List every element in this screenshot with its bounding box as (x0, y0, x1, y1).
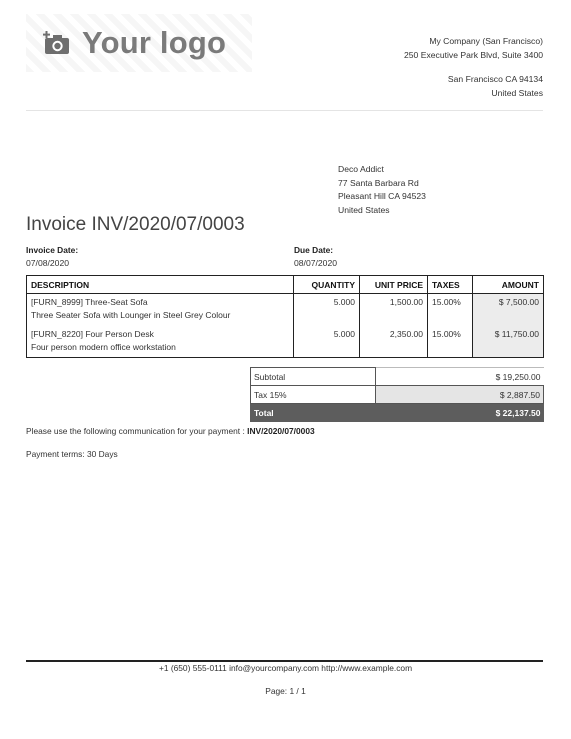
line-description (27, 294, 294, 326)
invoice-date-value: 07/08/2020 (26, 258, 70, 268)
col-unit-price: UNIT PRICE (360, 276, 428, 294)
line-quantity: 5.000 (294, 294, 360, 326)
camera-plus-icon (42, 31, 70, 55)
communication-text: Please use the following communication for your payment : (26, 426, 248, 436)
line-amount: $ 7,500.00 (473, 294, 544, 326)
company-city: San Francisco CA 94134 (447, 74, 543, 84)
line-taxes: 15.00% (428, 294, 473, 326)
payment-communication (26, 426, 315, 436)
subtotal-value: $ 19,250.00 (376, 368, 544, 386)
total-row (251, 404, 544, 422)
tax-row (251, 386, 544, 404)
footer-divider (26, 660, 543, 662)
communication-reference: INV/2020/07/0003 (247, 426, 315, 436)
line-detail: Four person modern office workstation (31, 341, 176, 352)
invoice-lines-table (26, 275, 544, 358)
line-product: [FURN_8999] Three-Seat Sofa (31, 297, 148, 307)
col-amount: AMOUNT (473, 276, 544, 294)
customer-city: Pleasant Hill CA 94523 (338, 191, 426, 202)
line-description (27, 326, 294, 358)
customer-country: United States (338, 204, 390, 215)
col-description: DESCRIPTION (27, 276, 294, 294)
tax-label: Tax 15% (251, 386, 376, 404)
line-quantity: 5.000 (294, 326, 360, 358)
company-logo (26, 14, 252, 72)
company-name: My Company (San Francisco) (429, 36, 543, 46)
invoice-title: Invoice INV/2020/07/0003 (26, 214, 245, 235)
subtotal-row (251, 368, 544, 386)
invoice-date-label: Invoice Date: (26, 245, 79, 255)
totals-table (250, 367, 544, 422)
header-divider (26, 110, 543, 111)
company-country: United States (491, 87, 543, 98)
due-date-label: Due Date: (294, 245, 334, 255)
customer-name: Deco Addict (338, 164, 384, 174)
col-quantity: QUANTITY (294, 276, 360, 294)
line-unit-price: 1,500.00 (360, 294, 428, 326)
company-address (404, 35, 543, 100)
line-amount: $ 11,750.00 (473, 326, 544, 358)
table-header-row (27, 276, 544, 294)
line-product: [FURN_8220] Four Person Desk (31, 328, 154, 339)
total-label: Total (251, 404, 376, 422)
total-value: $ 22,137.50 (376, 404, 544, 422)
footer-contact: +1 (650) 555-0111 info@yourcompany.com http://www.example.com (158, 663, 413, 673)
payment-terms: Payment terms: 30 Days (26, 449, 118, 459)
logo-text: Your logo (82, 25, 227, 60)
customer-street: 77 Santa Barbara Rd (338, 177, 419, 188)
tax-value: $ 2,887.50 (376, 386, 544, 404)
company-street: 250 Executive Park Blvd, Suite 3400 (403, 49, 543, 60)
customer-address (338, 163, 426, 217)
col-taxes: TAXES (428, 276, 473, 294)
due-date-value: 08/07/2020 (294, 258, 338, 268)
page-number: Page: 1 / 1 (265, 686, 306, 696)
line-unit-price: 2,350.00 (360, 326, 428, 358)
subtotal-label: Subtotal (251, 368, 376, 386)
line-detail: Three Seater Sofa with Lounger in Steel Grey Colour (31, 310, 231, 320)
table-row (27, 326, 544, 358)
table-row (27, 294, 544, 326)
line-taxes: 15.00% (428, 326, 473, 358)
